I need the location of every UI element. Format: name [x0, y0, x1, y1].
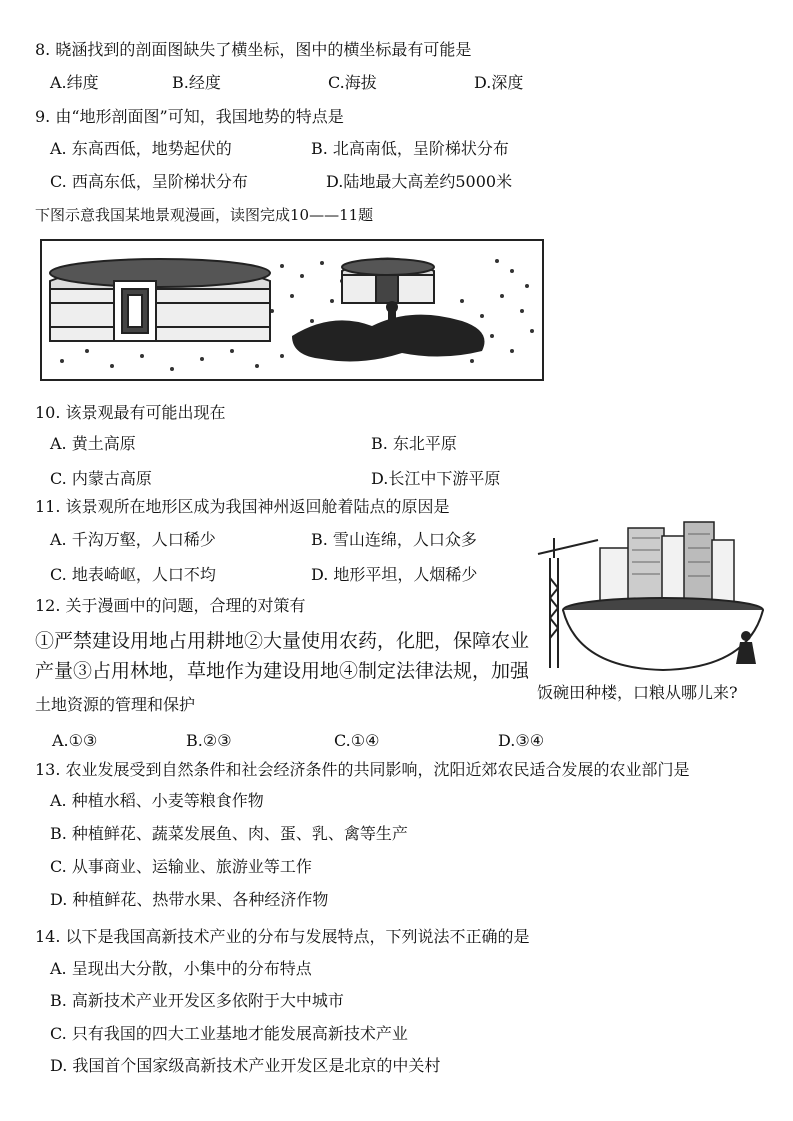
q12-option-d: D.③④ — [498, 731, 545, 750]
q10-option-c: C. 内蒙古高原 — [50, 469, 152, 488]
q8-stem: 8. 晓涵找到的剖面图缺失了横坐标，图中的横坐标最有可能是 — [35, 40, 472, 59]
cartoon-caption: 饭碗田种楼，口粮从哪儿来? — [537, 683, 738, 702]
q13-option-a: A. 种植水稻、小麦等粮食作物 — [50, 791, 264, 810]
bowl-buildings-cartoon — [528, 518, 778, 688]
q13-option-d: D. 种植鲜花、热带水果、各种经济作物 — [50, 890, 329, 909]
rice-bowl-skyscrapers-drawing — [528, 518, 778, 678]
q12-option-c: C.①④ — [334, 731, 380, 750]
q11-option-a: A. 千沟万壑，人口稀少 — [50, 530, 216, 549]
q9-option-c: C. 西高东低，呈阶梯状分布 — [50, 172, 248, 191]
q12-option-a: A.①③ — [52, 731, 98, 750]
q10-stem: 10. 该景观最有可能出现在 — [35, 403, 226, 422]
grassland-landscape-figure — [40, 239, 544, 381]
q12-body-line1: ①严禁建设用地占用耕地②大量使用农药，化肥，保障农业 — [35, 630, 530, 652]
q11-stem: 11. 该景观所在地形区成为我国神州返回舱着陆点的原因是 — [35, 497, 450, 516]
q10-option-b: B. 东北平原 — [371, 434, 457, 453]
q12-option-b: B.②③ — [186, 731, 232, 750]
q14-option-c: C. 只有我国的四大工业基地才能发展高新技术产业 — [50, 1024, 408, 1043]
q13-stem: 13. 农业发展受到自然条件和社会经济条件的共同影响，沈阳近郊农民适合发展的农业部门是 — [35, 760, 690, 779]
q11-option-c: C. 地表崎岖，人口不均 — [50, 565, 216, 584]
q14-stem: 14. 以下是我国高新技术产业的分布与发展特点，下列说法不正确的是 — [35, 927, 530, 946]
q14-option-a: A. 呈现出大分散，小集中的分布特点 — [50, 959, 312, 978]
q13-option-b: B. 种植鲜花、蔬菜发展鱼、肉、蛋、乳、禽等生产 — [50, 824, 408, 843]
yurt-grassland-drawing — [42, 241, 542, 379]
q11-option-b: B. 雪山连绵，人口众多 — [311, 530, 477, 549]
intro-10-11: 下图示意我国某地景观漫画，读图完成10——11题 — [35, 206, 374, 224]
q12-body-line2: 产量③占用林地，草地作为建设用地④制定法律法规，加强 — [35, 660, 530, 682]
q14-option-d: D. 我国首个国家级高新技术产业开发区是北京的中关村 — [50, 1056, 441, 1075]
q8-option-d: D.深度 — [474, 73, 524, 92]
q9-option-b: B. 北高南低，呈阶梯状分布 — [311, 139, 509, 158]
q8-option-c: C.海拔 — [328, 73, 377, 92]
q14-option-b: B. 高新技术产业开发区多依附于大中城市 — [50, 991, 344, 1010]
q8-option-b: B.经度 — [172, 73, 221, 92]
q8-option-a: A.纬度 — [50, 73, 99, 92]
q12-body-line3: 土地资源的管理和保护 — [35, 695, 196, 714]
q9-stem: 9. 由“地形剖面图”可知，我国地势的特点是 — [35, 107, 344, 126]
q10-option-d: D.长江中下游平原 — [371, 469, 501, 488]
q9-option-a: A. 东高西低，地势起伏的 — [50, 139, 232, 158]
q13-option-c: C. 从事商业、运输业、旅游业等工作 — [50, 857, 312, 876]
q10-option-a: A. 黄土高原 — [50, 434, 136, 453]
q9-option-d: D.陆地最大高差约5000米 — [326, 172, 513, 191]
q11-option-d: D. 地形平坦，人烟稀少 — [311, 565, 478, 584]
q12-stem: 12. 关于漫画中的问题，合理的对策有 — [35, 596, 306, 615]
